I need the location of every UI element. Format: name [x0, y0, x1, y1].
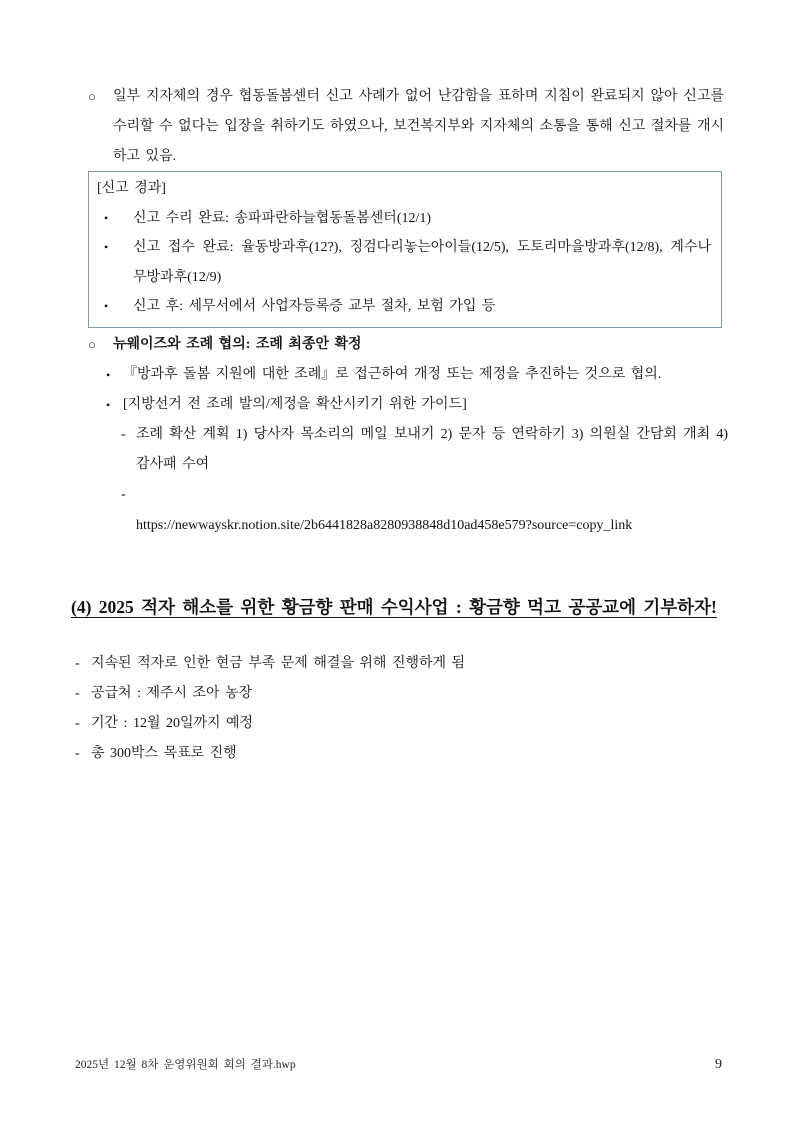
ordinance-bullet-text: [지방선거 전 조례 발의/제정을 확산시키기 위한 가이드]	[123, 397, 467, 412]
page-footer	[75, 1056, 722, 1073]
ordinance-heading-text: 뉴웨이즈와 조례 협의: 조례 최종안 확정	[113, 337, 362, 352]
report-box-title: [신고 경과]	[97, 181, 166, 196]
report-progress-box	[88, 171, 722, 328]
dash-icon: -	[75, 746, 80, 761]
ordinance-heading	[88, 330, 728, 360]
bullet-icon: •	[106, 368, 111, 382]
report-box-item-text: 신고 수리 완료: 송파파란하늘협동돌봄센터(12/1)	[133, 210, 432, 226]
project-detail-item	[75, 679, 725, 709]
notion-link[interactable]: https://newwayskr.notion.site/2b6441828a8280938848d10ad458e579?source=copy_link	[136, 518, 633, 533]
report-box-item	[97, 204, 711, 234]
circle-bullet-icon: ○	[88, 89, 96, 104]
bullet-icon: •	[106, 398, 111, 412]
project-detail-text: 지속된 적자로 인한 현금 부족 문제 해결을 위해 진행하게 됨	[91, 656, 466, 671]
project-detail-list	[75, 649, 725, 769]
ordinance-bullet-text: 『방과후 돌봄 지원에 대한 조례』로 접근하여 개정 또는 제정을 추진하는 것으로 협의.	[123, 367, 662, 382]
dash-icon: -	[75, 656, 80, 671]
bullet-icon: •	[104, 240, 109, 254]
project-detail-text: 기간 : 12월 20일까지 예정	[91, 716, 254, 731]
ordinance-dash-text: 조례 확산 계획 1) 당사자 목소리의 메일 보내기 2) 문자 등 연락하기 3) 의원실 간담회 개최 4) 감사패 수여	[136, 427, 728, 472]
bullet-icon: •	[104, 210, 109, 225]
ordinance-dash-item-empty	[121, 480, 728, 510]
project-detail-text: 총 300박스 목표로 진행	[91, 746, 237, 761]
bullet-icon: •	[104, 299, 109, 313]
document-file-name: 2025년 12월 8차 운영위원회 회의 결과.hwp	[75, 1059, 296, 1071]
intro-paragraph	[88, 82, 724, 172]
intro-paragraph-text: 일부 지자체의 경우 협동돌봄센터 신고 사례가 없어 난감함을 표하며 지침이 완료되지 않아 신고를 수리할 수 없다는 입장을 취하기도 하였으나, 보건복지부와 지자체의 소통을 통해 신고 절차를 개시하고 있음.	[113, 89, 724, 164]
ordinance-bullet	[106, 360, 728, 390]
project-detail-item	[75, 709, 725, 739]
project-detail-text: 공급처 : 제주시 조아 농장	[91, 686, 253, 701]
dash-icon: -	[121, 487, 126, 502]
project-detail-item	[75, 649, 725, 679]
report-box-item	[97, 233, 711, 292]
page-number: 9	[715, 1057, 722, 1072]
ordinance-dash-item	[121, 420, 728, 480]
report-box-item	[97, 292, 711, 322]
dash-icon: -	[75, 716, 80, 731]
ordinance-section	[88, 330, 728, 541]
report-box-item-text: 신고 후: 세무서에서 사업자등록증 교부 절차, 보험 가입 등	[133, 299, 496, 314]
ordinance-bullet	[106, 390, 728, 420]
report-box-item-text: 신고 접수 완료: 율동방과후(12?), 징검다리놓는아이들(12/5), 도토리마을방과후(12/8), 계수나무방과후(12/9)	[133, 240, 711, 285]
section4-heading: (4) 2025 적자 해소를 위한 황금향 판매 수익사업 : 황금향 먹고 공공교에 기부하자!	[71, 597, 717, 617]
dash-icon: -	[121, 427, 126, 442]
project-detail-item	[75, 739, 725, 769]
dash-icon: -	[75, 686, 80, 701]
circle-bullet-icon: ○	[88, 337, 96, 352]
